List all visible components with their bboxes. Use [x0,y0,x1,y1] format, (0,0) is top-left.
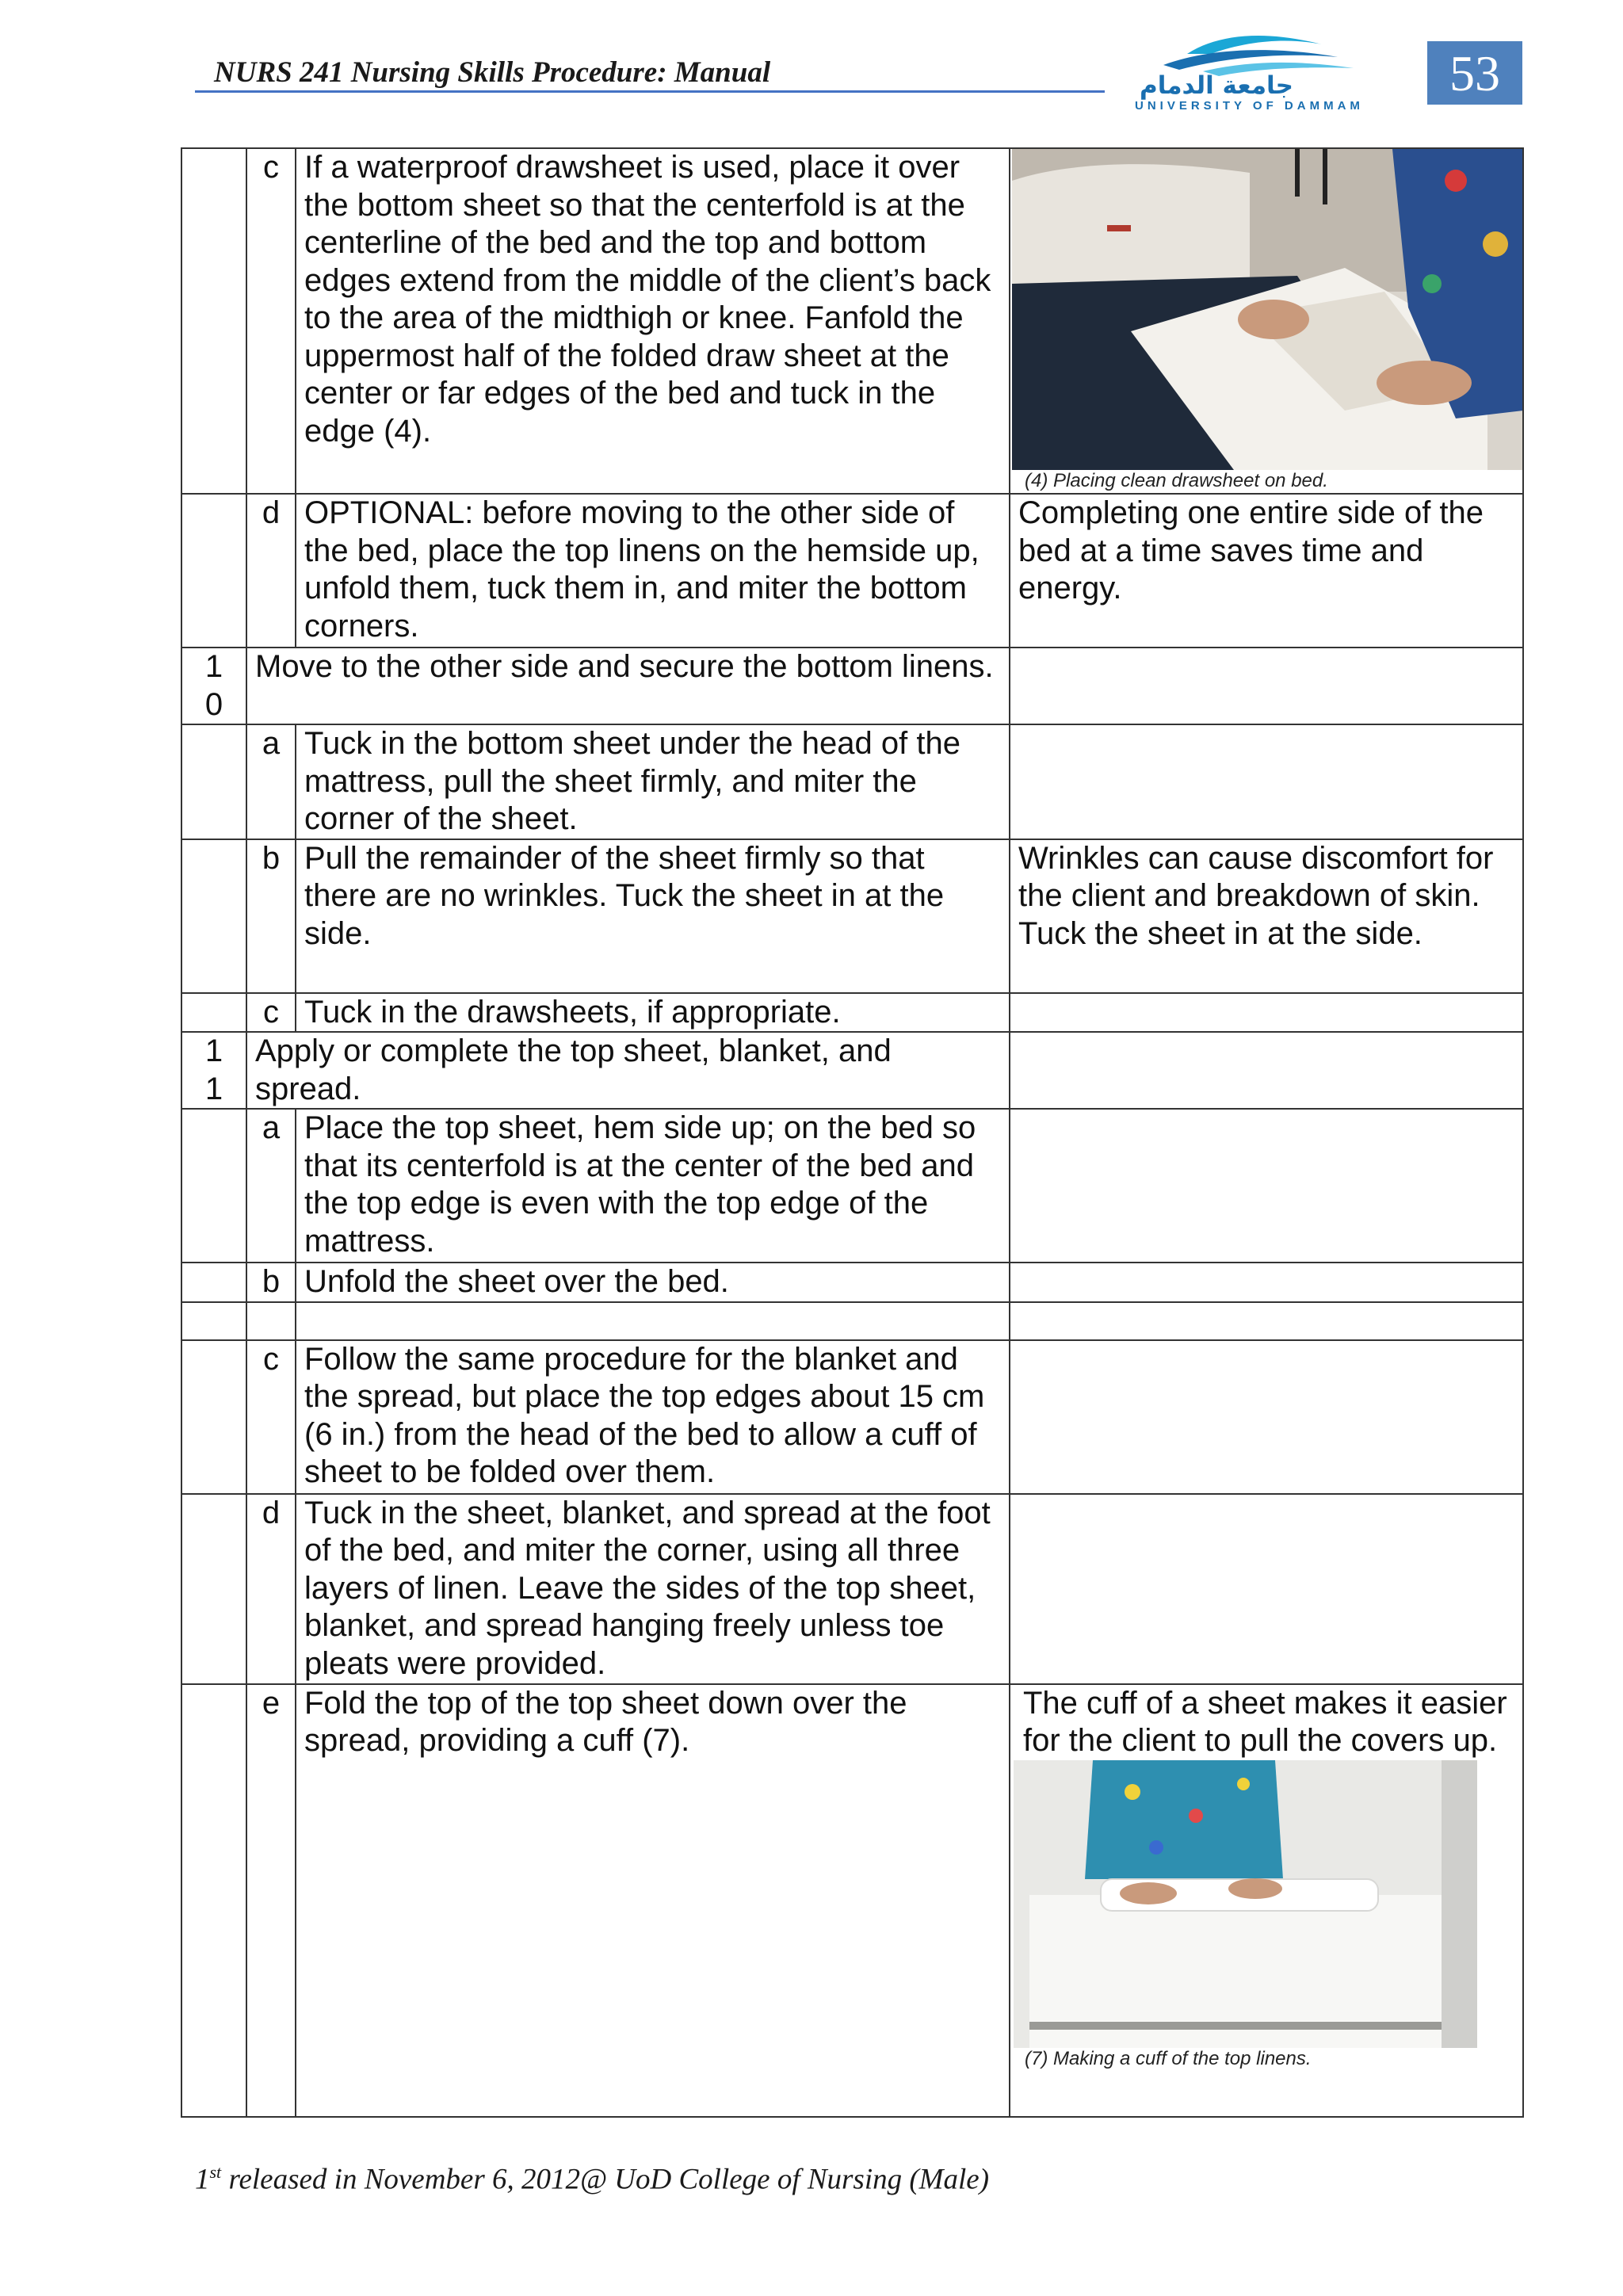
substep-letter: c [246,1340,296,1494]
table-row [181,1302,1523,1340]
rationale-text: The cuff of a sheet makes it easier for the client to pull the covers up. [1023,1685,1507,1758]
substep-letter: c [246,993,296,1033]
rationale-cell [1010,1109,1523,1263]
step-text: OPTIONAL: before moving to the other side of the bed, place the top linens on the hemside up, unfold them, tuck them in, and miter the bottom corners. [296,494,1010,648]
rationale-cell [1010,724,1523,839]
procedure-table [181,147,1524,2118]
table-row [181,648,1523,724]
substep-letter: b [246,1263,296,1302]
substep-letter: a [246,1109,296,1263]
step-number-cell [181,839,246,993]
step-number-cell [181,494,246,648]
step-text: Follow the same procedure for the blanket and the spread, but place the top edges about 15 cm (6 in.) from the head of the bed to allow a cuff of sheet to be folded over them. [296,1340,1010,1494]
table-row [181,1684,1523,2117]
step-number-cell [181,148,246,494]
step-number-cell [181,648,246,724]
table-row [181,148,1523,494]
substep-letter: e [246,1684,296,2117]
step-text: Place the top sheet, hem side up; on the bed so that its centerfold is at the center of the bed and the top edge is even with the top edge of the mattress. [296,1109,1010,1263]
step-number-digit: 0 [204,686,223,722]
rationale-cell [1010,1340,1523,1494]
step-number-cell [181,1684,246,2117]
step-number-cell [181,1109,246,1263]
rationale-cell [1010,1684,1523,2117]
step-number-cell [181,724,246,839]
footer-ordinal-suffix: st [209,2162,222,2182]
empty-cell [1010,1302,1523,1340]
rationale-cell [1010,648,1523,724]
step-text: Tuck in the sheet, blanket, and spread at the foot of the bed, and miter the corner, using all three layers of linen. Leave the sides of the top sheet, blanket, and spread hanging freely unless toe pleats were provided. [296,1494,1010,1684]
step-number-cell [181,1340,246,1494]
substep-letter: c [246,148,296,494]
page-number: 53 [1449,45,1500,101]
table-row [181,1109,1523,1263]
header-rule [195,90,1105,93]
rationale-cell [1010,1032,1523,1109]
photo-caption: (4) Placing clean drawsheet on bed. [1025,470,1328,491]
empty-cell [181,1302,246,1340]
footer-release-note [195,2162,989,2196]
table-row [181,1032,1523,1109]
step-text: Pull the remainder of the sheet firmly so that there are no wrinkles. Tuck the sheet in at the side. [296,839,1010,993]
footer-ordinal: 1 [195,2163,210,2196]
empty-cell [296,1302,1010,1340]
step-number-cell [181,1032,246,1109]
step-text: Tuck in the drawsheets, if appropriate. [296,993,1010,1033]
table-row [181,1494,1523,1684]
substep-letter: b [246,839,296,993]
table-row [181,724,1523,839]
rationale-text: Wrinkles can cause discomfort for the client and breakdown of skin. Tuck the sheet in at the side. [1010,839,1523,993]
drawsheet-photo [1012,149,1523,470]
rationale-cell [1010,148,1523,494]
rationale-cell [1010,993,1523,1033]
table-row [181,1340,1523,1494]
step-text: Move to the other side and secure the bottom linens. [246,648,1010,724]
substep-letter: a [246,724,296,839]
wave-logo-icon [1132,30,1397,78]
photo-caption: (7) Making a cuff of the top linens. [1025,2047,1312,2069]
step-text: Tuck in the bottom sheet under the head of the mattress, pull the sheet firmly, and miter the corner of the sheet. [296,724,1010,839]
page-number-box [1427,41,1522,105]
rationale-cell [1010,1263,1523,1302]
step-text: Apply or complete the top sheet, blanket, and spread. [246,1032,1010,1109]
table-row [181,1263,1523,1302]
table-row [181,494,1523,648]
university-logo [1132,30,1397,113]
table-row [181,839,1523,993]
step-text: If a waterproof drawsheet is used, place it over the bottom sheet so that the centerfold is at the centerline of the bed and the top and bottom edges extend from the middle of the client’s back to the area of the midthigh or knee. Fanfold the uppermost half of the folded draw sheet at the center or far edges of the bed and tuck in the edge (4). [296,148,1010,494]
cuff-photo [1014,1760,1477,2048]
step-number-digit: 1 [204,649,223,684]
substep-letter: d [246,494,296,648]
manual-title: NURS 241 Nursing Skills Procedure: Manual [214,56,771,89]
table-row [181,993,1523,1033]
logo-english-text: UNIVERSITY OF DAMMAM [1135,99,1364,113]
logo-arabic-text: جامعة الدمام [1140,71,1293,100]
empty-cell [246,1302,296,1340]
step-text: Fold the top of the top sheet down over the spread, providing a cuff (7). [296,1684,1010,2117]
step-text: Unfold the sheet over the bed. [296,1263,1010,1302]
substep-letter: d [246,1494,296,1684]
step-number-cell [181,1494,246,1684]
footer-text: released in November 6, 2012@ UoD College of Nursing (Male) [221,2163,990,2196]
step-number-cell [181,1263,246,1302]
step-number-digit: 1 [204,1033,223,1068]
rationale-text: Completing one entire side of the bed at a time saves time and energy. [1010,494,1523,648]
rationale-cell [1010,1494,1523,1684]
step-number-digit: 1 [204,1071,223,1106]
step-number-cell [181,993,246,1033]
